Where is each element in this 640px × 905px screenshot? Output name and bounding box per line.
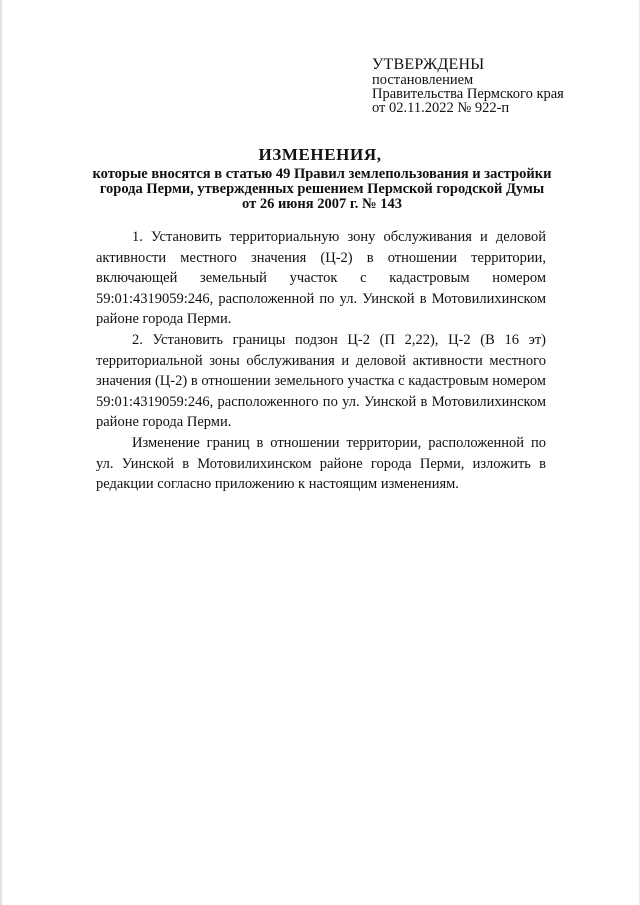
document-subtitle [92, 167, 552, 212]
document-body [96, 227, 546, 495]
subtitle-line-3: от 26 июня 2007 г. № 143 [242, 196, 402, 212]
approval-heading: УТВЕРЖДЕНЫ [372, 56, 485, 73]
approval-line-3: от 02.11.2022 № 922-п [372, 100, 510, 116]
subtitle-line-1: которые вносятся в статью 49 Правил землепользования и застройки [92, 166, 552, 182]
subtitle-line-2: города Перми, утвержденных решением Пермской городской Думы [99, 181, 545, 197]
approval-line-2: Правительства Пермского края [372, 86, 564, 102]
paragraph-2: 2. Установить границы подзон Ц-2 (П 2,22), Ц-2 (В 16 эт) территориальной зоны обслуживания и деловой активности местного значения (Ц-2) в отношении земельного участка с кадастровым номером 59:01:4319059:246, расположенного по ул. Уинской в Мотовилихинском районе города Перми. [96, 331, 546, 431]
paragraph-3: Изменение границ в отношении территории, расположенной по ул. Уинской в Мотовилихинском районе города Перми, изложить в редакции согласно приложению к настоящим изменениям. [96, 434, 546, 493]
approval-stamp-block [372, 56, 612, 115]
scan-edge-left [0, 0, 3, 905]
document-title: ИЗМЕНЕНИЯ, [258, 145, 382, 164]
paragraph-1: 1. Установить территориальную зону обслуживания и деловой активности местного значения (Ц-2) в отношении территории, включающей земельный участок с кадастровым номером 59:01:4319059:246, расположенной по ул. Уинской в Мотовилихинском районе города Перми. [96, 229, 546, 328]
approval-line-1: постановлением [372, 72, 474, 88]
